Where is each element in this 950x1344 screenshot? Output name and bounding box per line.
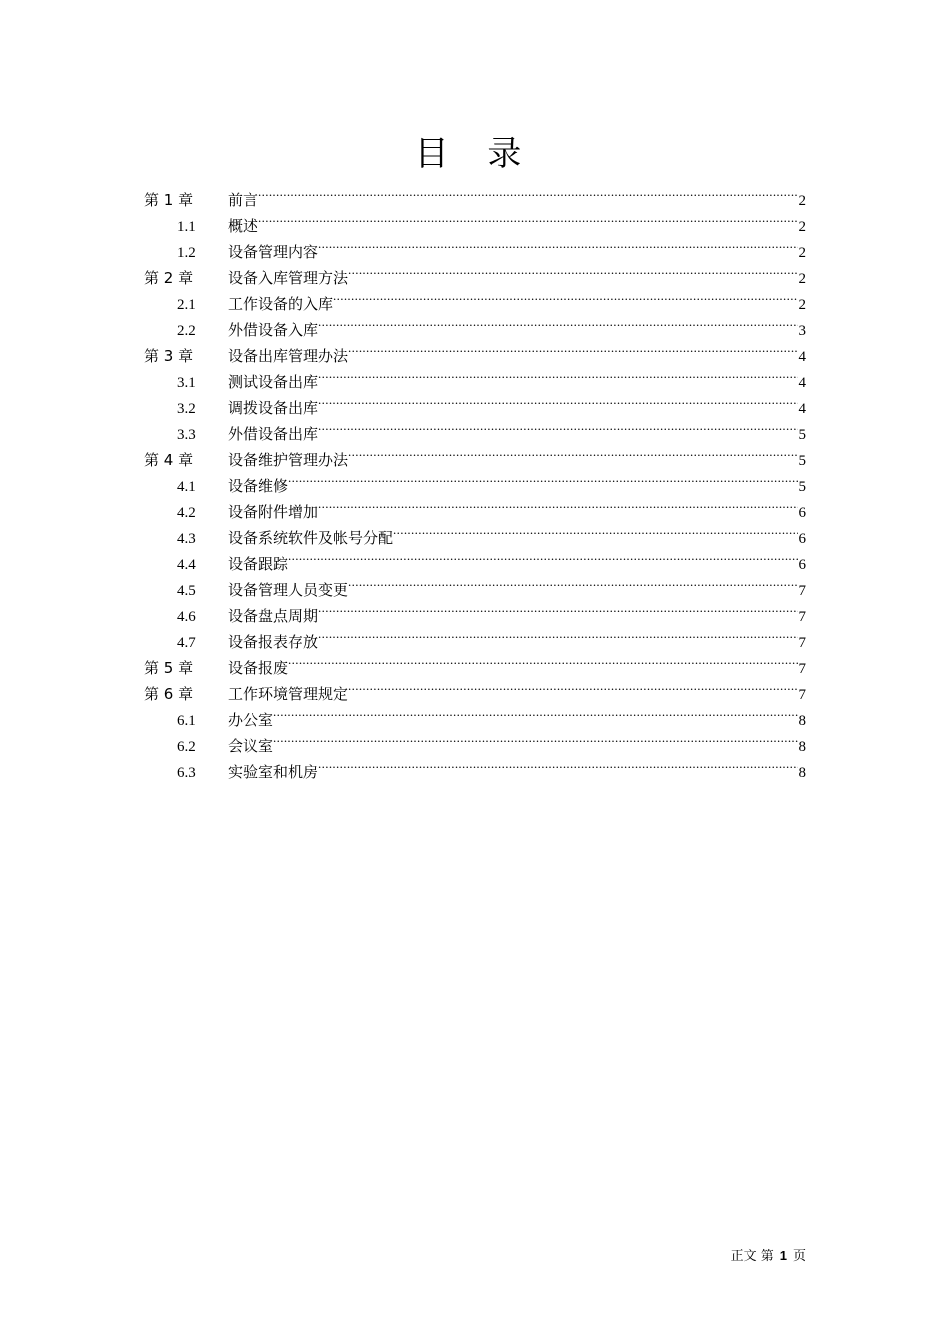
- toc-dot-leader: [318, 361, 797, 387]
- toc-entry-number: 6.2: [177, 739, 196, 755]
- toc-entry-number: 第 1 章: [144, 191, 194, 209]
- toc-entry-page: 8: [798, 739, 806, 755]
- toc-entry-title: 工作设备的入库: [228, 295, 334, 313]
- toc-dot-leader: [288, 543, 797, 569]
- toc-entry-title: 办公室: [228, 711, 274, 729]
- toc-entry-title: 测试设备出库: [228, 373, 319, 391]
- toc-entry-number: 1.2: [177, 245, 196, 261]
- toc-section-entry[interactable]: [144, 725, 806, 755]
- toc-entry-title: 设备报废: [228, 659, 289, 677]
- toc-section-entry[interactable]: [144, 283, 806, 313]
- toc-entry-page: 7: [798, 687, 806, 703]
- toc-entry-page: 3: [798, 323, 806, 339]
- toc-dot-leader: [318, 491, 797, 517]
- toc-entry-page: 8: [798, 765, 806, 781]
- toc-dot-leader: [273, 699, 797, 725]
- footer-page-number: 1: [779, 1248, 787, 1263]
- toc-dot-leader: [258, 205, 797, 231]
- toc-entry-page: 7: [798, 609, 806, 625]
- toc-entry-number: 第 4 章: [144, 451, 194, 469]
- toc-entry-page: 8: [798, 713, 806, 729]
- toc-entry-number: 第 3 章: [144, 347, 194, 365]
- toc-entry-number: 1.1: [177, 219, 196, 235]
- toc-chapter-entry[interactable]: [144, 257, 806, 287]
- toc-entry-title: 设备维修: [228, 477, 289, 495]
- toc-entry-number: 第 6 章: [144, 685, 194, 703]
- toc-dot-leader: [348, 439, 797, 465]
- toc-section-entry[interactable]: [144, 699, 806, 729]
- toc-entry-number: 2.1: [177, 297, 196, 313]
- toc-section-entry[interactable]: [144, 387, 806, 417]
- toc-section-entry[interactable]: [144, 543, 806, 573]
- toc-entry-page: 4: [798, 401, 806, 417]
- toc-dot-leader: [318, 621, 797, 647]
- footer-prefix: 正文 第: [730, 1249, 774, 1264]
- toc-section-entry[interactable]: [144, 595, 806, 625]
- toc-entry-page: 4: [798, 375, 806, 391]
- toc-entry-page: 5: [798, 479, 806, 495]
- toc-section-entry[interactable]: [144, 361, 806, 391]
- toc-entry-number: 2.2: [177, 323, 196, 339]
- toc-chapter-entry[interactable]: [144, 335, 806, 365]
- toc-entry-number: 4.1: [177, 479, 196, 495]
- toc-section-entry[interactable]: [144, 751, 806, 781]
- toc-entry-page: 6: [798, 505, 806, 521]
- toc-entry-number: 4.4: [177, 557, 196, 573]
- toc-entry-title: 实验室和机房: [228, 763, 319, 781]
- toc-entry-page: 5: [798, 453, 806, 469]
- toc-section-entry[interactable]: [144, 491, 806, 521]
- toc-chapter-entry[interactable]: [144, 647, 806, 677]
- toc-chapter-entry[interactable]: [144, 439, 806, 469]
- toc-chapter-entry[interactable]: [144, 179, 806, 209]
- toc-entry-number: 3.1: [177, 375, 196, 391]
- toc-dot-leader: [318, 413, 797, 439]
- page-footer: [731, 1245, 806, 1268]
- toc-dot-leader: [348, 335, 797, 361]
- toc-entry-page: 6: [798, 531, 806, 547]
- toc-entry-number: 第 5 章: [144, 659, 194, 677]
- toc-entry-page: 2: [798, 193, 806, 209]
- toc-entry-title: 设备维护管理办法: [228, 451, 349, 469]
- toc-dot-leader: [348, 569, 797, 595]
- toc-entry-number: 6.3: [177, 765, 196, 781]
- footer-suffix: 页: [792, 1249, 806, 1264]
- toc-entry-number: 第 2 章: [144, 269, 194, 287]
- toc-entry-title: 设备管理人员变更: [228, 581, 349, 599]
- toc-dot-leader: [348, 257, 797, 283]
- toc-section-entry[interactable]: [144, 413, 806, 443]
- toc-entry-title: 设备盘点周期: [228, 607, 319, 625]
- toc-entry-number: 3.2: [177, 401, 196, 417]
- toc-entry-page: 4: [798, 349, 806, 365]
- toc-entry-title: 会议室: [228, 737, 274, 755]
- toc-dot-leader: [288, 647, 797, 673]
- toc-entry-page: 2: [798, 219, 806, 235]
- toc-dot-leader: [318, 309, 797, 335]
- toc-entry-page: 2: [798, 245, 806, 261]
- toc-entry-title: 设备入库管理方法: [228, 269, 349, 287]
- toc-entry-title: 设备附件增加: [228, 503, 319, 521]
- toc-entry-title: 外借设备出库: [228, 425, 319, 443]
- toc-entry-page: 5: [798, 427, 806, 443]
- toc-entry-title: 设备出库管理办法: [228, 347, 349, 365]
- toc-entry-title: 概述: [228, 217, 259, 235]
- toc-section-entry[interactable]: [144, 621, 806, 651]
- toc-title: 目 录: [414, 134, 536, 174]
- toc-dot-leader: [348, 673, 797, 699]
- toc-dot-leader: [288, 465, 797, 491]
- toc-entry-title: 设备报表存放: [228, 633, 319, 651]
- toc-entry-title: 前言: [228, 191, 259, 209]
- toc-dot-leader: [333, 283, 797, 309]
- toc-section-entry[interactable]: [144, 517, 806, 547]
- toc-entry-title: 设备管理内容: [228, 243, 319, 261]
- toc-section-entry[interactable]: [144, 465, 806, 495]
- toc-dot-leader: [318, 231, 797, 257]
- toc-section-entry[interactable]: [144, 569, 806, 599]
- toc-entry-title: 外借设备入库: [228, 321, 319, 339]
- toc-dot-leader: [318, 751, 797, 777]
- toc-dot-leader: [393, 517, 797, 543]
- toc-entry-number: 4.2: [177, 505, 196, 521]
- toc-entry-title: 设备系统软件及帐号分配: [228, 529, 394, 547]
- toc-entry-page: 7: [798, 583, 806, 599]
- toc-entry-number: 4.7: [177, 635, 196, 651]
- toc-entry-title: 工作环境管理规定: [228, 685, 349, 703]
- toc-dot-leader: [273, 725, 797, 751]
- toc-entry-number: 4.5: [177, 583, 196, 599]
- toc-entry-number: 3.3: [177, 427, 196, 443]
- toc-entry-title: 调拨设备出库: [228, 399, 319, 417]
- toc-entry-number: 4.3: [177, 531, 196, 547]
- toc-entry-title: 设备跟踪: [228, 555, 289, 573]
- toc-dot-leader: [318, 595, 797, 621]
- toc-entry-number: 6.1: [177, 713, 196, 729]
- toc-entry-page: 7: [798, 635, 806, 651]
- toc-entry-page: 7: [798, 661, 806, 677]
- toc-entry-page: 2: [798, 271, 806, 287]
- toc-section-entry[interactable]: [144, 309, 806, 339]
- toc-dot-leader: [318, 387, 797, 413]
- toc-chapter-entry[interactable]: [144, 673, 806, 703]
- toc-dot-leader: [258, 179, 797, 205]
- toc-section-entry[interactable]: [144, 231, 806, 261]
- toc-entry-page: 6: [798, 557, 806, 573]
- toc-list: [144, 179, 806, 781]
- toc-entry-number: 4.6: [177, 609, 196, 625]
- toc-entry-page: 2: [798, 297, 806, 313]
- toc-section-entry[interactable]: [144, 205, 806, 235]
